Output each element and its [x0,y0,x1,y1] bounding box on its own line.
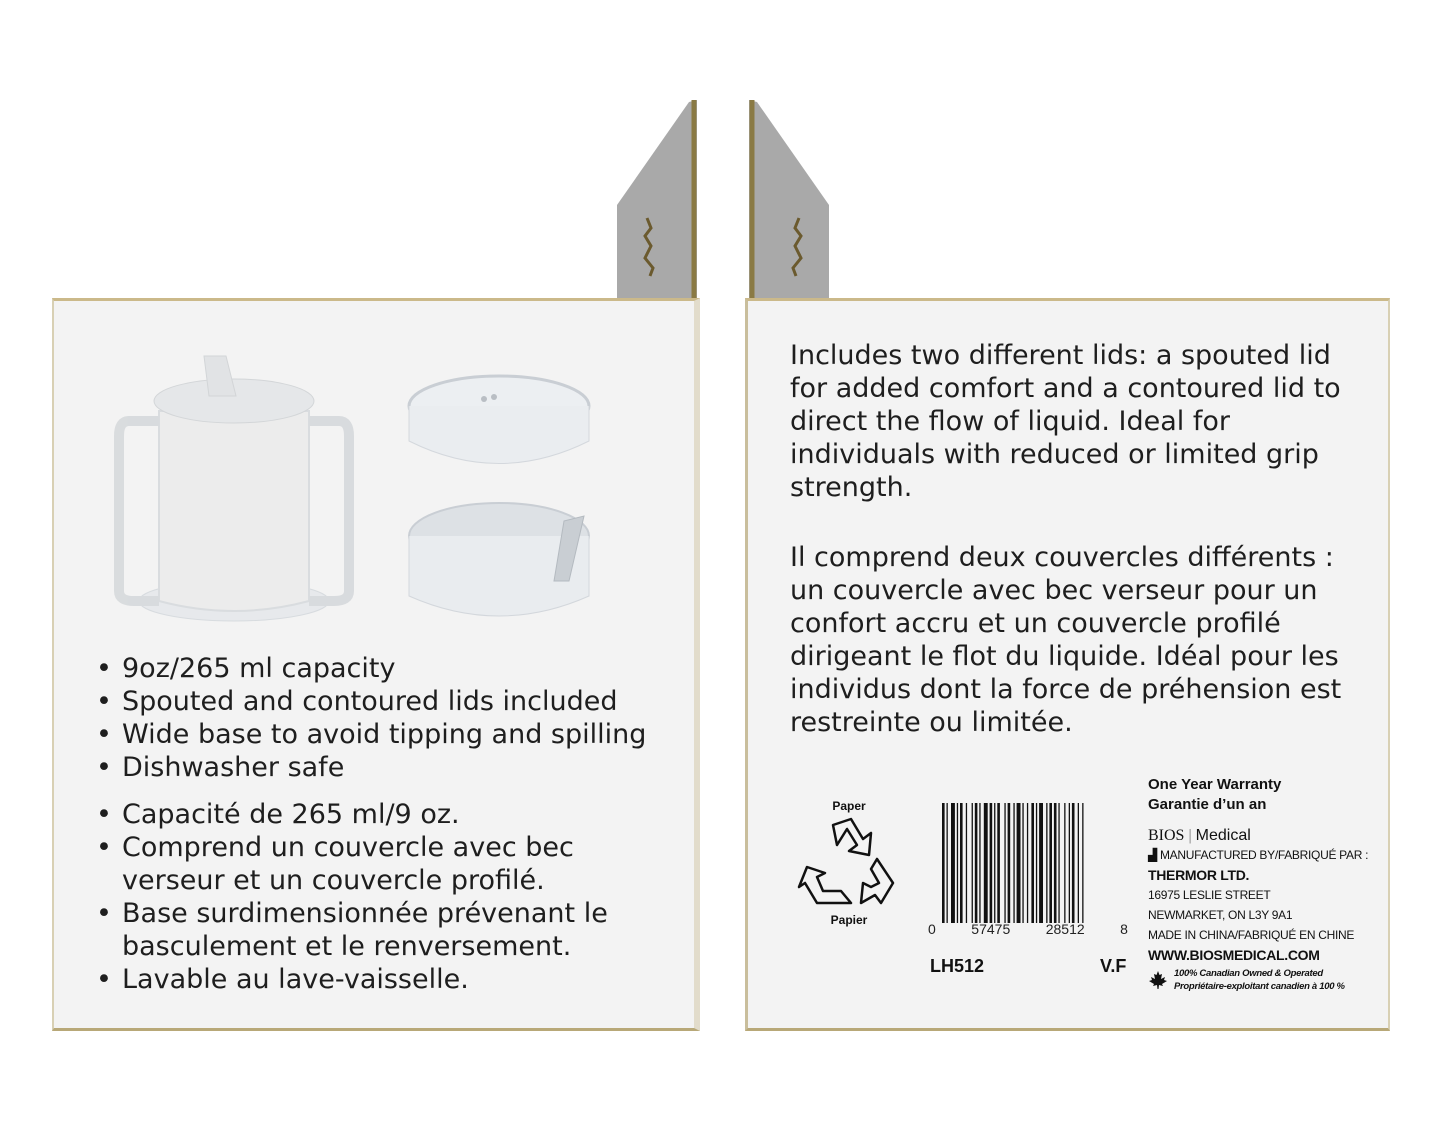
manufacturer-info [1148,845,1378,993]
warranty-title-en: One Year Warranty [1148,776,1282,793]
feature-item: • Lavable au lave-vaisselle. [94,963,614,996]
features-list-en [94,652,646,784]
box-flap-left [617,100,701,300]
brand-sub: Medical [1195,827,1251,844]
spouted-lid-image [409,503,589,616]
recycle-label-fr: Papier [830,913,868,927]
manufactured-by-line [1148,845,1378,865]
manufactured-by-label: MANUFACTURED BY/FABRIQUÉ PAR : [1159,848,1369,862]
barcode-digit-group: 8 [1120,921,1128,937]
version-code: V.F [1100,956,1127,976]
website-link: WWW.BIOSMEDICAL.COM [1148,947,1320,963]
feature-item: • Base surdimensionnée prévenant le basculement et le renversement. [94,897,614,963]
recycle-symbol [794,799,904,939]
feature-item: • Dishwasher safe [94,751,646,784]
canadian-text-en: 100% Canadian Owned & Operated [1174,968,1323,979]
warranty-title-fr: Garantie d’un an [1148,796,1267,813]
made-in-label: MADE IN CHINA/FABRIQUÉ EN CHINE [1148,928,1355,942]
recycle-label-en: Paper [832,799,866,813]
box-right-panel [745,298,1390,1031]
factory-icon: ▟ [1148,848,1157,862]
feature-item: • Capacité de 265 ml/9 oz. [94,798,614,831]
barcode-digit-group: 0 [928,921,936,937]
contoured-lid-image [409,376,589,464]
address-line-1: 16975 LESLIE STREET [1148,888,1271,902]
description-fr: Il comprend deux couvercles différents : un couvercle avec bec verseur pour un confort accru et un couvercle profilé dirigeant le flot du liquide. Idéal pour les individus dont la force de préhension est restreinte ou limitée. [790,542,1342,738]
brand-logo: BIOS | Medical [1148,827,1251,844]
recycle-icon [797,813,901,909]
barcode [928,801,1128,941]
canadian-text-fr: Propriétaire-exploitant canadien à 100 % [1174,981,1345,992]
canadian-owned [1148,967,1378,993]
canadian-text [1174,967,1345,993]
feature-item: • 9oz/265 ml capacity [94,652,646,685]
barcode-digit-group: 57475 [971,921,1011,937]
sku-code: LH512 [930,956,985,976]
product-photo [114,351,634,641]
feature-item: • Wide base to avoid tipping and spilling [94,718,646,751]
barcode-digits [928,921,1128,937]
feature-item: • Comprend un couvercle avec bec verseur et un couvercle profilé. [94,831,614,897]
maple-leaf-icon [1148,970,1168,990]
description-en: Includes two different lids: a spouted lid for added comfort and a contoured lid to direct the flow of liquid. Ideal for individuals with reduced or limited grip strength. [790,340,1341,503]
barcode-digit-group: 28512 [1045,921,1085,937]
box-flap-right [745,100,829,300]
company-name: THERMOR LTD. [1148,867,1250,883]
address-line-2: NEWMARKET, ON L3Y 9A1 [1148,908,1293,922]
features-list-fr [94,798,614,996]
feature-item: • Spouted and contoured lids included [94,685,646,718]
brand-name: BIOS [1148,827,1185,844]
barcode-bars [928,801,1128,926]
warranty-block [1148,775,1378,993]
cup-image [119,356,349,621]
box-left-panel [52,298,700,1031]
